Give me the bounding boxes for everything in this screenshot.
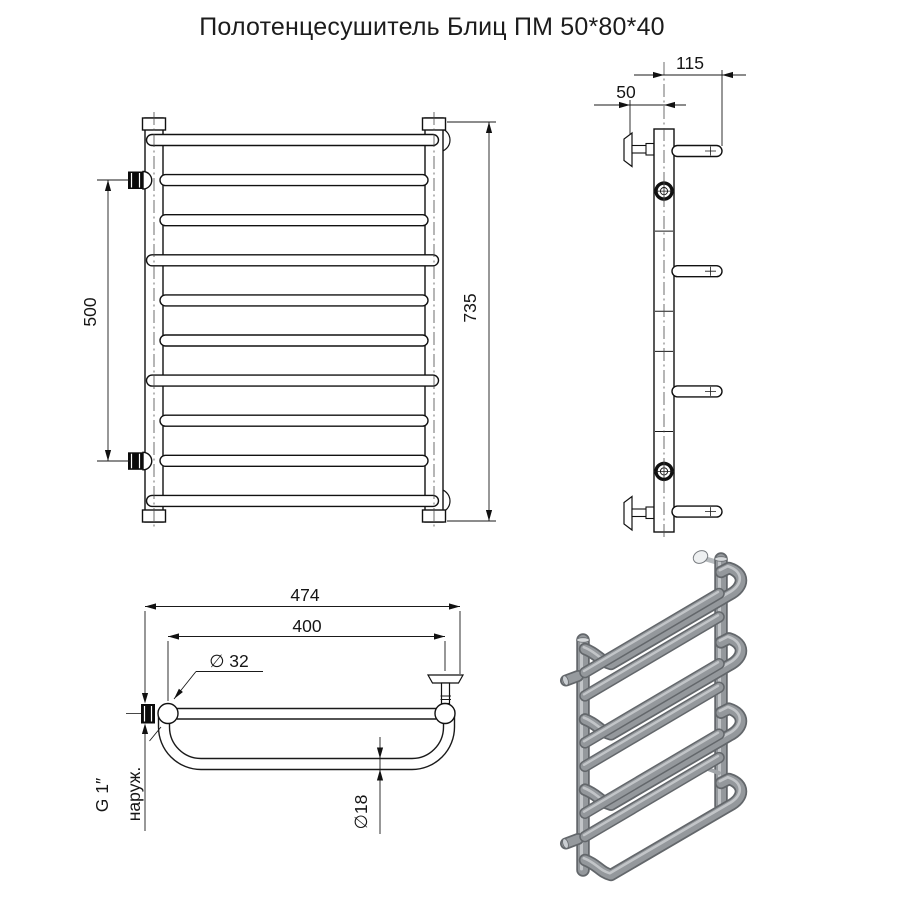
iso-inlet-stub	[561, 675, 578, 686]
rung-short	[160, 415, 428, 426]
thread-note-text: наруж.	[124, 766, 144, 822]
dim-50-label: 50	[616, 82, 636, 102]
drawing-title: Полотенцесушитель Блиц ПМ 50*80*40	[199, 13, 665, 41]
dia18-text: ∅18	[351, 794, 371, 830]
water-connector	[128, 172, 152, 190]
protruding-rungs	[672, 146, 722, 518]
dim-735-label: 735	[460, 293, 480, 323]
loop-inner	[170, 710, 444, 759]
top-view	[92, 585, 463, 834]
wall-bracket	[624, 133, 654, 167]
rung-long	[147, 375, 439, 386]
dim-115-label: 115	[676, 53, 704, 73]
iso-inlet-stub	[561, 838, 578, 849]
rung-short	[160, 215, 428, 226]
rung-short	[160, 335, 428, 346]
dia32-text: ∅ 32	[209, 651, 249, 671]
dim-500-label: 500	[80, 297, 100, 327]
rung-long	[147, 135, 439, 146]
label-dia18	[351, 737, 383, 834]
side-view	[594, 53, 746, 540]
rail-section	[158, 704, 178, 724]
dim-735	[447, 122, 496, 521]
iso-view	[561, 548, 741, 875]
dim-400-label: 400	[292, 616, 322, 636]
rung-tube	[177, 709, 436, 720]
dim-50	[594, 82, 686, 134]
rung-long	[147, 255, 439, 266]
rung-short	[160, 455, 428, 466]
iso-wall-flange	[691, 548, 718, 566]
label-dia32	[150, 651, 264, 741]
rung-short	[160, 175, 428, 186]
dim-115	[634, 53, 746, 146]
water-connector	[128, 452, 152, 470]
rail-section	[435, 704, 455, 724]
wall-bracket	[624, 497, 654, 531]
dim-474	[145, 585, 460, 699]
rung-long	[147, 495, 439, 506]
rungs	[147, 135, 439, 507]
rung-short	[160, 295, 428, 306]
dim-500	[80, 180, 131, 461]
dim-474-label: 474	[290, 585, 320, 605]
thread-size-text: G 1″	[92, 777, 112, 813]
front-view	[80, 112, 496, 528]
wall-bracket-plan	[428, 675, 463, 704]
thread-connector	[126, 704, 155, 724]
